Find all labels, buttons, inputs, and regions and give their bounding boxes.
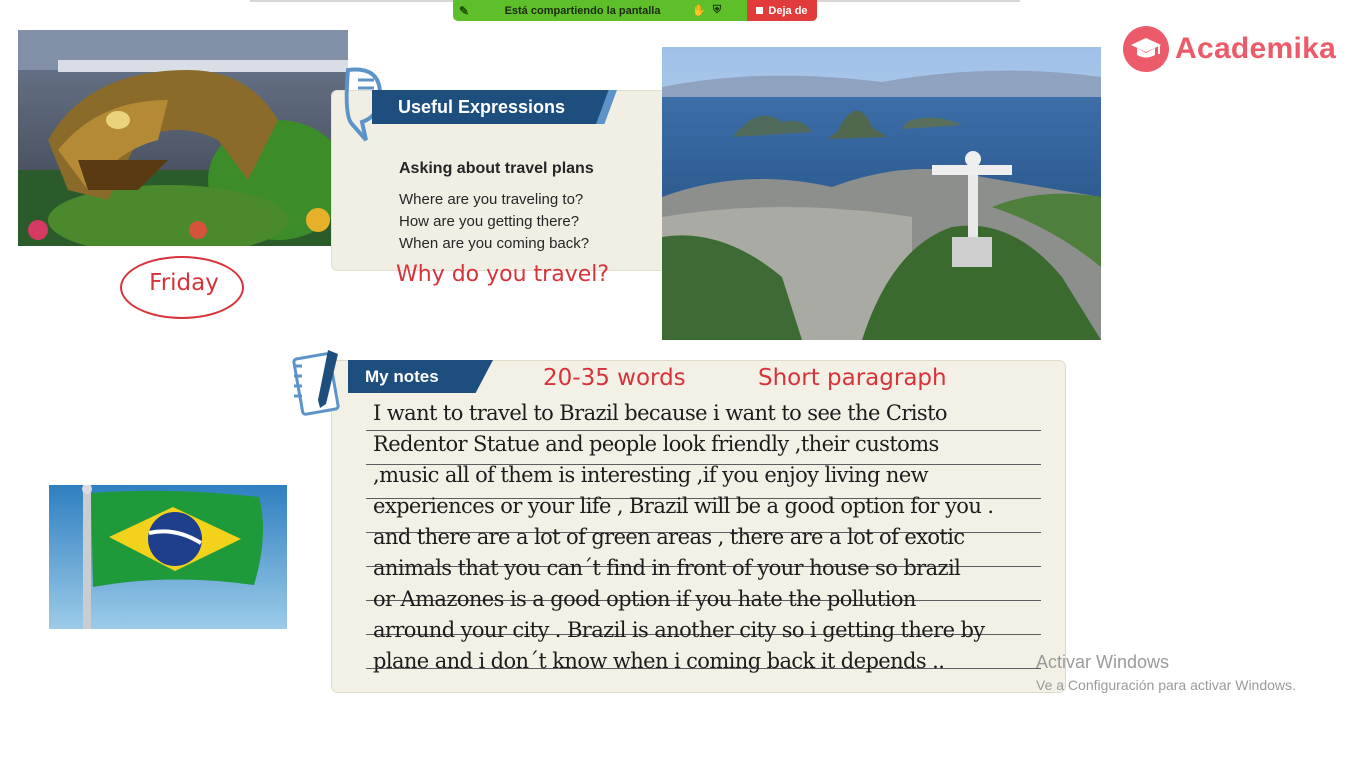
note-line-5: and there are a lot of green areas , there are a lot of exotic [373, 525, 965, 549]
friday-label: Friday [149, 270, 219, 296]
academika-logo [1123, 26, 1336, 72]
brazil-flag-image [49, 485, 287, 629]
graduation-cap-icon [1123, 26, 1169, 72]
note-line-3: ,music all of them is interesting ,if you enjoy living new [373, 463, 929, 487]
notepad-pen-icon [290, 346, 350, 427]
my-notes-title: My notes [365, 367, 439, 386]
note-line-7: or Amazones is a good option if you hate the pollution [373, 587, 916, 611]
pin-icon[interactable]: ✎ [458, 3, 470, 18]
useful-expressions-title: Useful Expressions [398, 97, 566, 117]
screen-share-bar [453, 0, 817, 21]
carnival-float-image [18, 30, 348, 246]
logo-text: Academika [1175, 32, 1337, 65]
stop-sharing-label: Deja de [768, 4, 808, 17]
note-line-8: arround your city . Brazil is another city so i getting there by [373, 618, 985, 642]
note-rule [366, 430, 1041, 431]
stop-icon [756, 7, 763, 14]
question-2: How are you getting there? [399, 213, 580, 230]
question-3: When are you coming back? [399, 235, 590, 252]
shield-icon: ⛨ [712, 4, 722, 16]
note-line-6: animals that you can´t find in front of your house so brazil [373, 556, 961, 580]
share-status-text: Está compartiendo la pantalla [504, 4, 661, 17]
activate-windows-subtitle: Ve a Configuración para activar Windows. [1036, 677, 1296, 693]
question-1: Where are you traveling to? [399, 191, 584, 208]
activate-windows-title: Activar Windows [1036, 652, 1170, 672]
note-line-9: plane and i don´t know when i coming back it depends .. [373, 649, 945, 673]
note-line-2: Redentor Statue and people look friendly ,their customs [373, 432, 939, 456]
travel-plans-heading: Asking about travel plans [399, 160, 594, 177]
why-travel-annotation: Why do you travel? [396, 262, 610, 287]
note-line-4: experiences or your life , Brazil will be a good option for you . [373, 494, 994, 518]
rio-de-janeiro-image [662, 47, 1101, 340]
stop-sharing-button[interactable] [747, 0, 817, 21]
format-annotation: Short paragraph [758, 365, 947, 391]
word-count-annotation: 20-35 words [543, 365, 686, 391]
hand-icon[interactable]: ✋ [692, 5, 706, 17]
note-line-1: I want to travel to Brazil because i want to see the Cristo [373, 401, 947, 425]
